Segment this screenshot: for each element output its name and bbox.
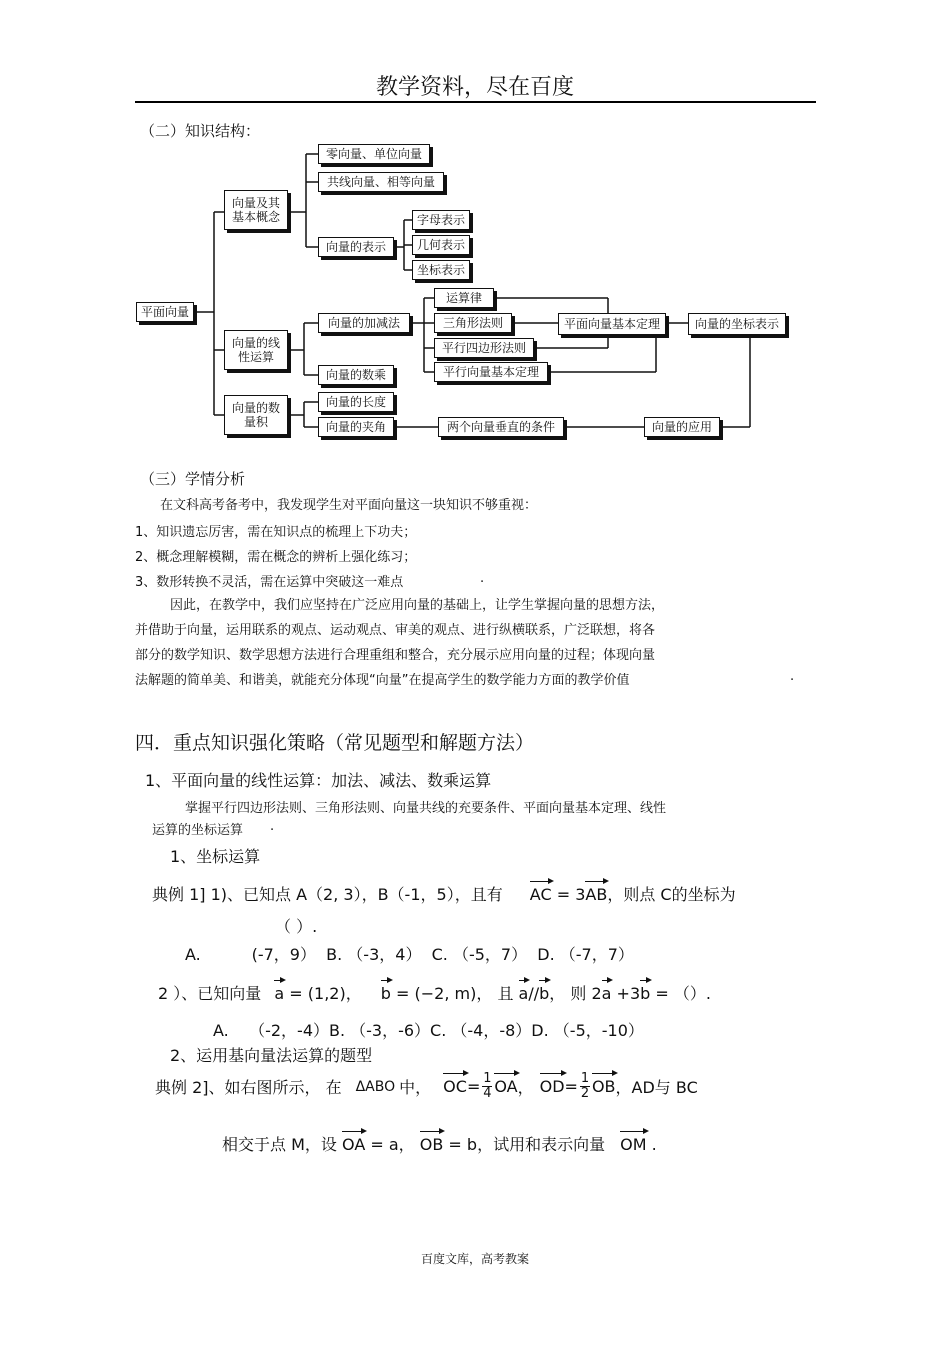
vector-a-2: a xyxy=(518,984,529,1003)
node-zero-unit: 零向量、单位向量 xyxy=(318,144,430,164)
example1-tail: ，则点 C的坐标为 xyxy=(607,885,736,904)
example2-plus: +3 xyxy=(611,984,641,1003)
sub1-desc2: 运算的坐标运算 xyxy=(152,823,244,838)
example3-eq2: = xyxy=(564,1077,578,1097)
node-parallel-theorem: 平行向量基本定理 xyxy=(434,362,548,382)
section2-title: （二）知识结构： xyxy=(140,122,261,140)
vector-a: a xyxy=(274,984,285,1003)
node-scalar: 向量的数乘 xyxy=(318,365,394,385)
section4-title: 四．重点知识强化策略（常见题型和解题方法） xyxy=(135,732,535,754)
example2-a-val: = (1,2)， xyxy=(284,984,362,1003)
analysis-para-line4: 法解题的简单美、和谐美，就能充分体现“向量”在提高学生的数学能力方面的教学价值 xyxy=(135,673,630,688)
vector-om: OM xyxy=(620,1135,647,1154)
node-laws: 运算律 xyxy=(434,288,494,308)
vector-od: OD xyxy=(539,1077,565,1097)
frac2-den: 2 xyxy=(580,1086,590,1102)
vector-ac: AC xyxy=(529,885,552,904)
node-coordinate: 坐标表示 xyxy=(412,260,470,280)
node-dot-line2: 量积 xyxy=(243,415,268,429)
node-triangle: 三角形法则 xyxy=(434,313,512,333)
item-coordinate-ops: 1、坐标运算 xyxy=(170,847,261,866)
vector-oc: OC xyxy=(443,1077,467,1097)
node-basic-concepts xyxy=(224,190,288,230)
node-collinear-equal: 共线向量、相等向量 xyxy=(318,172,444,192)
vector-ab: AB xyxy=(585,885,608,904)
vector-oa-2: OA xyxy=(342,1135,366,1154)
example3-line2-lead: 相交于点 M，设 xyxy=(222,1135,337,1154)
page-header-title: 教学资料，尽在百度 xyxy=(375,75,574,100)
analysis-item-1: 1、知识遗忘厉害，需在知识点的梳理上下功夫； xyxy=(135,525,417,540)
example2-b-val: = (−2, m)， 且 xyxy=(390,984,514,1003)
node-linear-ops xyxy=(224,330,288,370)
knowledge-structure-diagram xyxy=(136,140,786,440)
node-letter: 字母表示 xyxy=(412,210,470,230)
node-linear-line1: 向量的线 xyxy=(231,335,280,350)
analysis-para-end: . xyxy=(790,669,795,684)
sub1-dot: . xyxy=(270,819,275,834)
section3-intro: 在文科高考备考中，我发现学生对平面向量这一块知识不够重视： xyxy=(160,498,538,513)
node-parallelogram: 平行四边形法则 xyxy=(434,338,534,358)
node-basic-line2: 基本概念 xyxy=(231,210,280,224)
node-add-sub: 向量的加减法 xyxy=(318,313,410,333)
frac1-num: 1 xyxy=(483,1071,492,1086)
example3-tail: ，AD与 BC xyxy=(615,1078,698,1098)
fraction-one-half xyxy=(580,1072,590,1102)
analysis-para-line2: 并借助于向量，运用联系的观点、运动观点、审美的观点、进行纵横联系，广泛联想，将各 xyxy=(135,623,656,638)
example3-eq-a: = a， xyxy=(365,1135,415,1154)
vector-b-2: b xyxy=(539,984,550,1003)
vector-ob-2: OB xyxy=(419,1135,444,1154)
example2-eq: = （）. xyxy=(650,984,711,1003)
parallel-sign: // xyxy=(528,984,540,1003)
section3-title: （三）学情分析 xyxy=(140,470,246,488)
vector-ob: OB xyxy=(591,1077,616,1097)
example1-paren: （ ）. xyxy=(275,917,318,936)
node-length: 向量的长度 xyxy=(318,392,394,412)
analysis-para-line1: 因此，在教学中，我们应坚持在广泛应用向量的基础上，让学生掌握向量的思想方法， xyxy=(170,598,665,613)
node-basic-line1: 向量及其 xyxy=(231,195,280,210)
example3-line2 xyxy=(222,1132,657,1155)
analysis-para-line3: 部分的数学知识、数学思想方法进行合理重组和整合，充分展示应用向量的过程；体现向量 xyxy=(135,648,656,663)
vector-oa: OA xyxy=(494,1077,518,1097)
node-perpendicular: 两个向量垂直的条件 xyxy=(438,417,564,437)
section4-sub1: 1、平面向量的线性运算：加法、减法、数乘运算 xyxy=(145,771,492,790)
node-dot-product xyxy=(224,395,288,435)
example1-lead: 典例 1] 1)、已知点 A（2, 3），B（-1，5），且有 xyxy=(152,885,503,904)
node-linear-line2: 性运算 xyxy=(237,350,274,364)
example3-lead: 典例 2]、如右图所示， 在 xyxy=(155,1078,342,1098)
page-footer: 百度文库，高考教案 xyxy=(420,1252,529,1266)
example3-mid: 中， xyxy=(399,1078,432,1098)
example2-line1 xyxy=(158,981,711,1004)
vector-b-3: b xyxy=(640,984,651,1003)
example3-eq1: = xyxy=(466,1077,481,1097)
triangle-abo: ΔABO xyxy=(355,1078,396,1095)
item-basis-vector: 2、运用基向量法运算的题型 xyxy=(170,1046,373,1065)
node-representation: 向量的表示 xyxy=(318,237,394,257)
example3-line1 xyxy=(155,1072,698,1102)
node-root: 平面向量 xyxy=(136,302,194,322)
node-dot-line1: 向量的数 xyxy=(231,400,280,415)
example1-options: A. (-7，9） B. （-3，4） C. （-5，7） D. （-7，7） xyxy=(185,945,634,964)
header-rule xyxy=(135,101,816,103)
example2-options: A. （-2，-4）B. （-3，-6）C. （-4，-8）D. （-5，-10） xyxy=(213,1021,644,1040)
example3-eq-b: = b，试用和表示向量 xyxy=(443,1135,606,1154)
frac2-num: 1 xyxy=(580,1071,590,1086)
example1-line1 xyxy=(152,882,736,905)
example3-end: . xyxy=(651,1135,657,1154)
node-coord-rep: 向量的坐标表示 xyxy=(688,313,786,335)
analysis-item-3-dot: . xyxy=(480,571,485,586)
fraction-one-quarter xyxy=(482,1072,492,1102)
example3-comma: ， xyxy=(517,1078,534,1098)
vector-b: b xyxy=(380,984,391,1003)
sub1-desc: 掌握平行四边形法则、三角形法则、向量共线的充要条件、平面向量基本定理、线性 xyxy=(185,801,667,816)
analysis-item-2: 2、概念理解模糊，需在概念的辨析上强化练习； xyxy=(135,550,417,565)
example1-eq: = 3 xyxy=(551,885,586,904)
frac1-den: 4 xyxy=(483,1086,492,1102)
node-basic-theorem: 平面向量基本定理 xyxy=(558,313,666,335)
node-application: 向量的应用 xyxy=(644,417,720,437)
example2-then: ， 则 2 xyxy=(549,984,602,1003)
example2-lead: 2 ）、已知向量 xyxy=(158,984,262,1003)
vector-a-3: a xyxy=(601,984,612,1003)
node-angle: 向量的夹角 xyxy=(318,417,394,437)
analysis-item-3: 3、数形转换不灵活，需在运算中突破这一难点 xyxy=(135,575,404,590)
node-geometric: 几何表示 xyxy=(412,235,470,255)
